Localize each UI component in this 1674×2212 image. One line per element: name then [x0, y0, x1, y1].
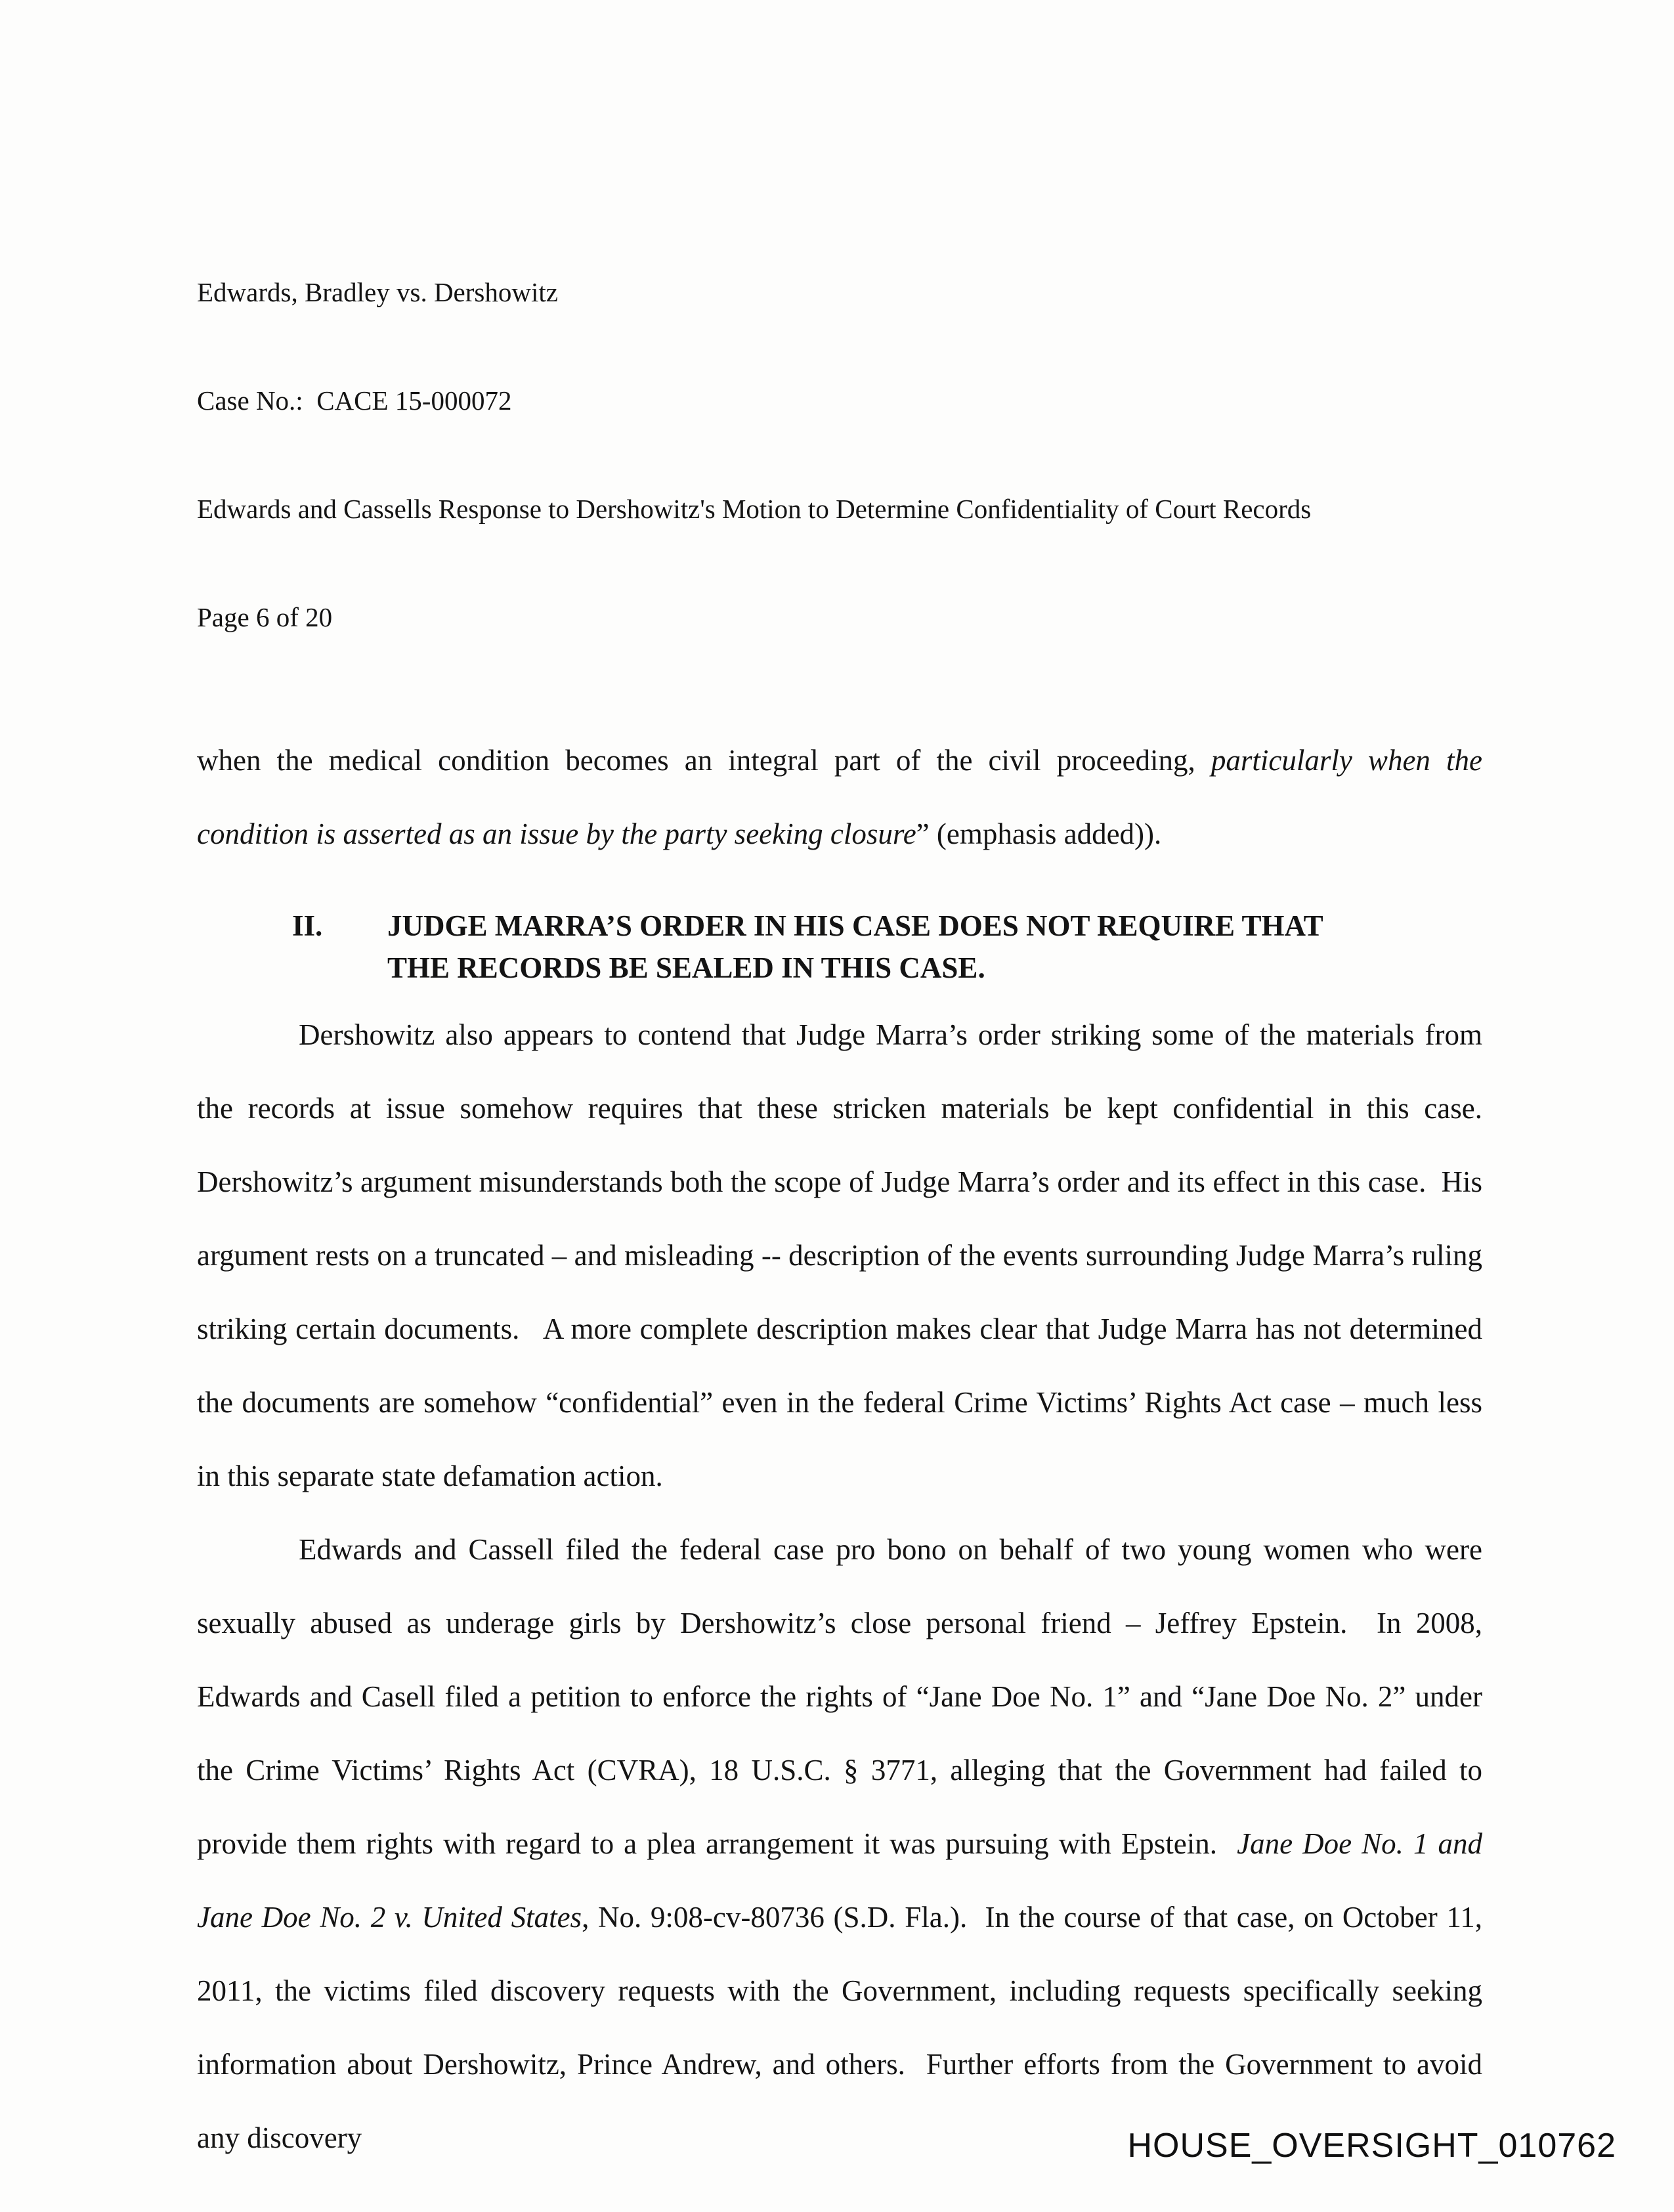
section-heading-text	[387, 905, 1482, 989]
paragraph-federal-case	[197, 1513, 1490, 2175]
header-case-name: Edwards, Bradley vs. Dershowitz	[197, 277, 558, 307]
bates-number: HOUSE_OVERSIGHT_010762	[1127, 2127, 1616, 2165]
section-heading-line: THE RECORDS BE SEALED IN THIS CASE.	[387, 951, 985, 984]
text-run: ” (emphasis added)).	[916, 817, 1162, 850]
paragraph-continuation	[197, 724, 1490, 871]
text-run: when the medical condition becomes an integral part of the civil proceeding,	[197, 744, 1211, 777]
section-heading-line: JUDGE MARRA’S ORDER IN HIS CASE DOES NOT REQUIRE THAT	[387, 909, 1323, 942]
text-run-case-citation: Jane Doe No. 1 and Jane Doe No. 2 v. United States	[197, 1827, 1490, 1934]
page-content	[197, 202, 1497, 2175]
text-run: Dershowitz also appears to contend that Judge Marra’s order striking some of the materials from the records at issue somehow requires that these stricken materials be kept confidential in this case. Dershowitz’s argument misunderstands both the scope of Judge Marra’s order and its effect in this case. His argument rests on a truncated – and misleading -- description of the events surrounding Judge Marra’s ruling striking certain documents. A more complete description makes clear that Judge Marra has not determined the documents are somehow “confidential” even in the federal Crime Victims’ Rights Act case – much less in this separate state defamation action.	[197, 1018, 1497, 1492]
header-document-title: Edwards and Cassells Response to Dershowitz's Motion to Determine Confidentiality of Court Records	[197, 494, 1312, 524]
text-run: Edwards and Cassell filed the federal case pro bono on behalf of two young women who were sexually abused as underage girls by Dershowitz’s close personal friend – Jeffrey Epstein. In 2008, Edwards and Casell filed a petition to enforce the rights of “Jane Doe No. 1” and “Jane Doe No. 2” under the Crime Victims’ Rights Act (CVRA), 18 U.S.C. § 3771, alleging that the Government had failed to provide them rights with regard to a plea arrangement it was pursuing with Epstein.	[197, 1533, 1490, 1860]
header-case-number: Case No.: CACE 15-000072	[197, 385, 512, 416]
text-run: , No. 9:08-cv-80736 (S.D. Fla.). In the course of that case, on October 11, 2011, the victims filed discovery requests with the Government, including requests specifically seeking information about Dershowitz, Prince Andrew, and others. Further efforts from the Government to avoid any discovery	[197, 1901, 1490, 2154]
header-page-number: Page 6 of 20	[197, 602, 333, 632]
case-header	[197, 202, 1482, 708]
paragraph-marra-order	[197, 998, 1497, 1513]
section-number: II.	[292, 909, 323, 942]
section-heading	[292, 905, 1482, 989]
text-run-italic: particularly when the condition is asserted as an issue by the party seeking closure	[197, 744, 1490, 850]
